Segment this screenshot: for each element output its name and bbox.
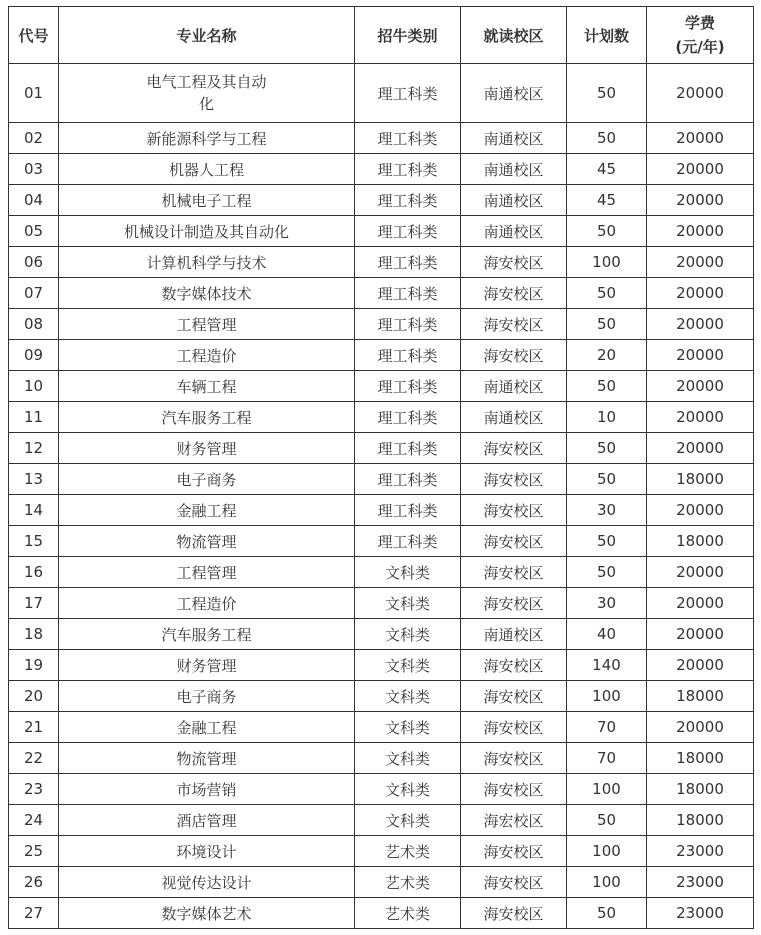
header-fee-line2: (元/年): [675, 38, 725, 56]
cell-major-name: 机器人工程: [59, 154, 355, 185]
table-row: [9, 805, 754, 836]
cell-major-name: 酒店管理: [59, 805, 355, 836]
cell-fee: 20000: [647, 64, 754, 123]
header-fee: [647, 7, 754, 64]
cell-fee: 23000: [647, 867, 754, 898]
cell-code: 17: [9, 588, 59, 619]
header-plan: 计划数: [567, 7, 647, 64]
cell-fee: 18000: [647, 681, 754, 712]
cell-major-name: 金融工程: [59, 712, 355, 743]
cell-campus: 南通校区: [461, 123, 567, 154]
cell-category: 文科类: [355, 619, 461, 650]
cell-fee: 20000: [647, 588, 754, 619]
cell-code: 22: [9, 743, 59, 774]
cell-code: 21: [9, 712, 59, 743]
cell-fee: 20000: [647, 309, 754, 340]
cell-category: 理工科类: [355, 154, 461, 185]
cell-plan: 140: [567, 650, 647, 681]
table-row: [9, 495, 754, 526]
cell-major-name: 数字媒体艺术: [59, 898, 355, 929]
cell-campus: 海安校区: [461, 588, 567, 619]
cell-category: 文科类: [355, 681, 461, 712]
cell-campus: 南通校区: [461, 216, 567, 247]
cell-plan: 40: [567, 619, 647, 650]
cell-code: 13: [9, 464, 59, 495]
cell-category: 理工科类: [355, 433, 461, 464]
cell-category: 理工科类: [355, 340, 461, 371]
cell-plan: 30: [567, 588, 647, 619]
cell-major-name: 财务管理: [59, 433, 355, 464]
cell-category: 文科类: [355, 588, 461, 619]
cell-major-name-line1: 电气工程及其自动: [146, 73, 267, 91]
cell-major-name: 数字媒体技术: [59, 278, 355, 309]
cell-category: 理工科类: [355, 464, 461, 495]
cell-plan: 50: [567, 309, 647, 340]
cell-fee: 20000: [647, 154, 754, 185]
cell-category: 文科类: [355, 743, 461, 774]
cell-code: 12: [9, 433, 59, 464]
cell-campus: 海安校区: [461, 867, 567, 898]
cell-major-name: 环境设计: [59, 836, 355, 867]
table-row: [9, 123, 754, 154]
cell-campus: 南通校区: [461, 402, 567, 433]
cell-major-name-line2: 化: [198, 95, 214, 113]
cell-plan: 70: [567, 712, 647, 743]
cell-category: 理工科类: [355, 371, 461, 402]
cell-campus: 海安校区: [461, 464, 567, 495]
cell-plan: 50: [567, 464, 647, 495]
cell-plan: 50: [567, 433, 647, 464]
cell-plan: 50: [567, 64, 647, 123]
cell-code: 18: [9, 619, 59, 650]
cell-code: 09: [9, 340, 59, 371]
table-row: [9, 774, 754, 805]
cell-code: 27: [9, 898, 59, 929]
cell-fee: 20000: [647, 185, 754, 216]
cell-plan: 50: [567, 898, 647, 929]
cell-major-name: 物流管理: [59, 743, 355, 774]
cell-fee: 20000: [647, 402, 754, 433]
cell-campus: 海安校区: [461, 836, 567, 867]
table-row: [9, 309, 754, 340]
cell-major-name: 汽车服务工程: [59, 619, 355, 650]
table-row: [9, 743, 754, 774]
cell-code: 10: [9, 371, 59, 402]
cell-major-name: 物流管理: [59, 526, 355, 557]
cell-category: 理工科类: [355, 309, 461, 340]
cell-category: 理工科类: [355, 278, 461, 309]
cell-campus: 海安校区: [461, 681, 567, 712]
cell-plan: 50: [567, 805, 647, 836]
cell-major-name: 金融工程: [59, 495, 355, 526]
cell-plan: 50: [567, 278, 647, 309]
cell-fee: 18000: [647, 774, 754, 805]
cell-major-name: 汽车服务工程: [59, 402, 355, 433]
cell-category: 艺术类: [355, 836, 461, 867]
cell-plan: 100: [567, 681, 647, 712]
cell-campus: 海宏校区: [461, 805, 567, 836]
cell-fee: 18000: [647, 526, 754, 557]
cell-category: 理工科类: [355, 247, 461, 278]
table-row: [9, 464, 754, 495]
cell-campus: 南通校区: [461, 185, 567, 216]
cell-major-name: 工程造价: [59, 588, 355, 619]
cell-fee: 20000: [647, 650, 754, 681]
table-row: [9, 371, 754, 402]
cell-code: 08: [9, 309, 59, 340]
cell-major-name: 新能源科学与工程: [59, 123, 355, 154]
cell-plan: 50: [567, 216, 647, 247]
cell-category: 理工科类: [355, 123, 461, 154]
cell-plan: 20: [567, 340, 647, 371]
cell-campus: 海安校区: [461, 557, 567, 588]
cell-campus: 海安校区: [461, 743, 567, 774]
cell-category: 理工科类: [355, 64, 461, 123]
cell-code: 01: [9, 64, 59, 123]
cell-campus: 海安校区: [461, 278, 567, 309]
cell-code: 23: [9, 774, 59, 805]
cell-category: 理工科类: [355, 526, 461, 557]
table-row: [9, 619, 754, 650]
cell-category: 艺术类: [355, 867, 461, 898]
table-row: [9, 650, 754, 681]
cell-plan: 50: [567, 557, 647, 588]
cell-code: 24: [9, 805, 59, 836]
table-row: [9, 712, 754, 743]
cell-category: 文科类: [355, 650, 461, 681]
table-row: [9, 185, 754, 216]
cell-campus: 海安校区: [461, 774, 567, 805]
cell-fee: 20000: [647, 712, 754, 743]
table-row: [9, 557, 754, 588]
cell-fee: 20000: [647, 247, 754, 278]
cell-plan: 50: [567, 371, 647, 402]
cell-plan: 70: [567, 743, 647, 774]
header-category: 招牛类别: [355, 7, 461, 64]
cell-campus: 海安校区: [461, 526, 567, 557]
cell-category: 理工科类: [355, 495, 461, 526]
cell-campus: 南通校区: [461, 371, 567, 402]
cell-campus: 海安校区: [461, 247, 567, 278]
table-row: [9, 340, 754, 371]
cell-fee: 18000: [647, 805, 754, 836]
cell-plan: 50: [567, 123, 647, 154]
cell-category: 理工科类: [355, 402, 461, 433]
cell-fee: 20000: [647, 123, 754, 154]
cell-campus: 南通校区: [461, 154, 567, 185]
cell-code: 25: [9, 836, 59, 867]
cell-code: 06: [9, 247, 59, 278]
cell-fee: 20000: [647, 557, 754, 588]
cell-code: 07: [9, 278, 59, 309]
table-row: [9, 898, 754, 929]
table-row: [9, 154, 754, 185]
cell-fee: 20000: [647, 278, 754, 309]
cell-category: 艺术类: [355, 898, 461, 929]
cell-major-name: 电子商务: [59, 681, 355, 712]
header-row: [9, 7, 754, 64]
cell-campus: 海安校区: [461, 898, 567, 929]
cell-major-name: 视觉传达设计: [59, 867, 355, 898]
cell-major-name: 工程管理: [59, 309, 355, 340]
cell-code: 15: [9, 526, 59, 557]
cell-campus: 海安校区: [461, 309, 567, 340]
cell-campus: 海安校区: [461, 340, 567, 371]
cell-plan: 50: [567, 526, 647, 557]
table-row: [9, 526, 754, 557]
table-row: [9, 588, 754, 619]
cell-fee: 18000: [647, 743, 754, 774]
cell-plan: 100: [567, 774, 647, 805]
table-row: [9, 402, 754, 433]
table-row: [9, 836, 754, 867]
cell-category: 理工科类: [355, 185, 461, 216]
cell-code: 05: [9, 216, 59, 247]
cell-plan: 10: [567, 402, 647, 433]
cell-code: 02: [9, 123, 59, 154]
cell-fee: 18000: [647, 464, 754, 495]
cell-category: 文科类: [355, 774, 461, 805]
cell-code: 16: [9, 557, 59, 588]
cell-code: 03: [9, 154, 59, 185]
cell-campus: 南通校区: [461, 64, 567, 123]
cell-fee: 20000: [647, 340, 754, 371]
cell-major-name: [59, 64, 355, 123]
cell-major-name: 工程造价: [59, 340, 355, 371]
cell-category: 文科类: [355, 712, 461, 743]
cell-plan: 100: [567, 867, 647, 898]
cell-category: 理工科类: [355, 216, 461, 247]
cell-campus: 海安校区: [461, 712, 567, 743]
cell-fee: 20000: [647, 216, 754, 247]
cell-campus: 南通校区: [461, 619, 567, 650]
cell-code: 14: [9, 495, 59, 526]
table-row: [9, 216, 754, 247]
header-major-name: 专业名称: [59, 7, 355, 64]
cell-plan: 100: [567, 247, 647, 278]
table-row: [9, 681, 754, 712]
cell-fee: 23000: [647, 898, 754, 929]
cell-major-name: 计算机科学与技术: [59, 247, 355, 278]
cell-major-name: 机械电子工程: [59, 185, 355, 216]
enrollment-plan-table: [8, 6, 754, 929]
cell-code: 19: [9, 650, 59, 681]
table-row: [9, 433, 754, 464]
table-row: [9, 64, 754, 123]
table-row: [9, 247, 754, 278]
cell-fee: 23000: [647, 836, 754, 867]
cell-fee: 20000: [647, 371, 754, 402]
header-fee-line1: 学费: [684, 14, 715, 32]
cell-code: 26: [9, 867, 59, 898]
cell-fee: 20000: [647, 433, 754, 464]
cell-code: 11: [9, 402, 59, 433]
cell-major-name: 工程管理: [59, 557, 355, 588]
header-campus: 就读校区: [461, 7, 567, 64]
cell-plan: 45: [567, 154, 647, 185]
header-code: 代号: [9, 7, 59, 64]
cell-plan: 45: [567, 185, 647, 216]
table-row: [9, 278, 754, 309]
cell-fee: 20000: [647, 495, 754, 526]
cell-campus: 海安校区: [461, 495, 567, 526]
cell-major-name: 机械设计制造及其自动化: [59, 216, 355, 247]
cell-code: 04: [9, 185, 59, 216]
cell-major-name: 车辆工程: [59, 371, 355, 402]
cell-campus: 海安校区: [461, 650, 567, 681]
cell-major-name: 市场营销: [59, 774, 355, 805]
cell-campus: 海安校区: [461, 433, 567, 464]
cell-fee: 20000: [647, 619, 754, 650]
table-row: [9, 867, 754, 898]
cell-code: 20: [9, 681, 59, 712]
cell-category: 文科类: [355, 805, 461, 836]
cell-plan: 100: [567, 836, 647, 867]
cell-major-name: 财务管理: [59, 650, 355, 681]
cell-major-name: 电子商务: [59, 464, 355, 495]
cell-plan: 30: [567, 495, 647, 526]
cell-category: 文科类: [355, 557, 461, 588]
